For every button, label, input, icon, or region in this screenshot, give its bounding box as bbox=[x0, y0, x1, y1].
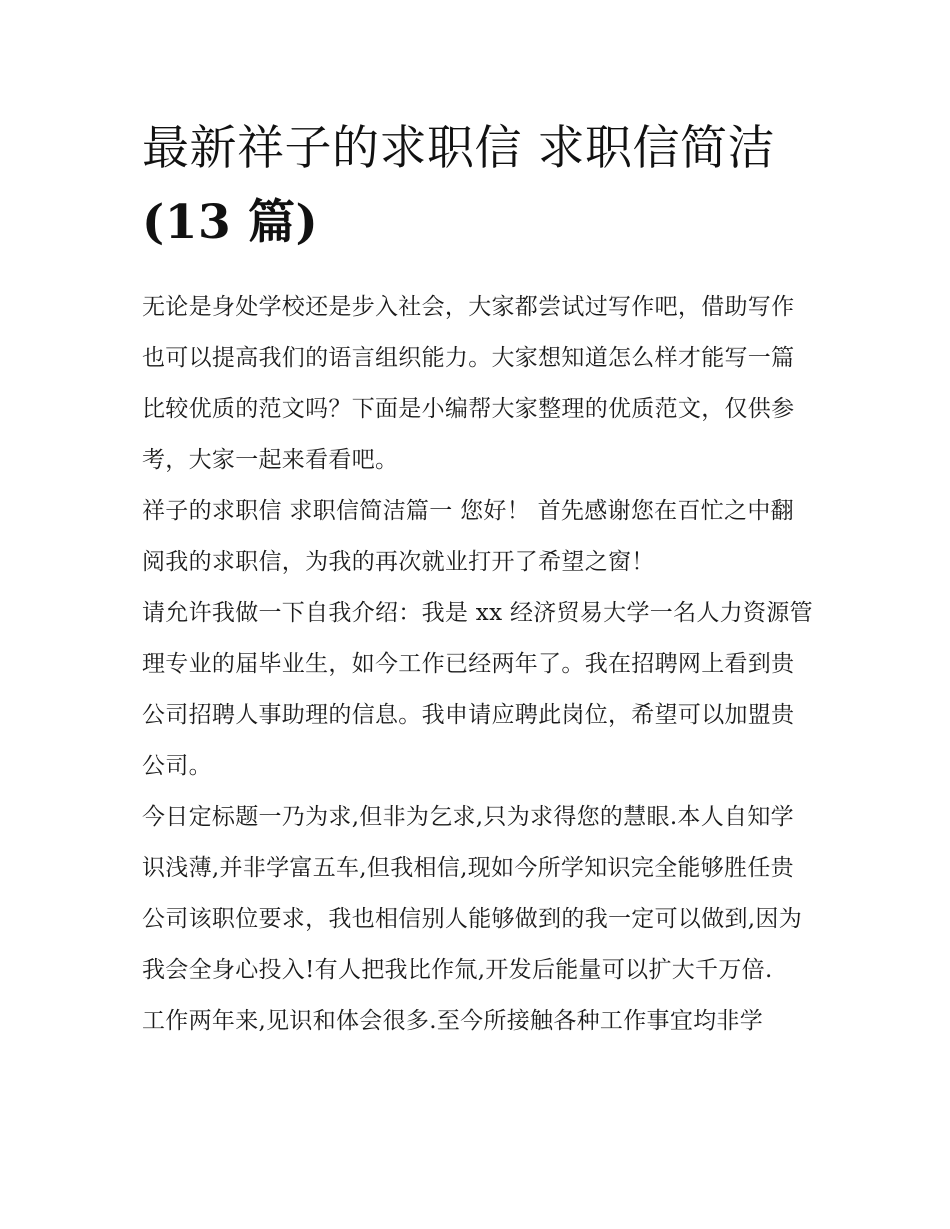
intro-paragraph: 无论是身处学校还是步入社会，大家都尝试过写作吧，借助写作也可以提高我们的语言组织能力。大家想知道怎么样才能写一篇比较优质的范文吗？下面是小编帮大家整理的优质范文，仅供参考，大家一起来看看吧。 bbox=[142, 294, 795, 473]
document-title bbox=[142, 112, 814, 260]
body-paragraph-motivation: 今日定标题一乃为求,但非为乞求,只为求得您的慧眼.本人自知学识浅薄,并非学富五车,但我相信,现如今所学知识完全能够胜任贵公司该职位要求，我也相信别人能够做到的我一定可以做到,因为我会全身心投入!有人把我比作氚,开发后能量可以扩大千万倍. bbox=[142, 804, 803, 983]
title-count: (13 篇) bbox=[142, 195, 319, 250]
document-page bbox=[142, 112, 814, 1047]
body-paragraph-introduction: 请允许我做一下自我介绍：我是 xx 经济贸易大学一名人力资源管理专业的届毕业生，如今工作已经两年了。我在招聘网上看到贵公司招聘人事助理的信息。我申请应聘此岗位，希望可以加盟贵公司。 bbox=[142, 600, 813, 779]
body-paragraph-experience: 工作两年来,见识和体会很多.至今所接触各种工作事宜均非学 bbox=[142, 1008, 764, 1034]
title-main: 最新祥子的求职信 求职信简洁 bbox=[142, 121, 775, 176]
body-paragraph-greeting: 祥子的求职信 求职信简洁篇一 您好！ 首先感谢您在百忙之中翻阅我的求职信，为我的再次就业打开了希望之窗！ bbox=[142, 498, 794, 575]
